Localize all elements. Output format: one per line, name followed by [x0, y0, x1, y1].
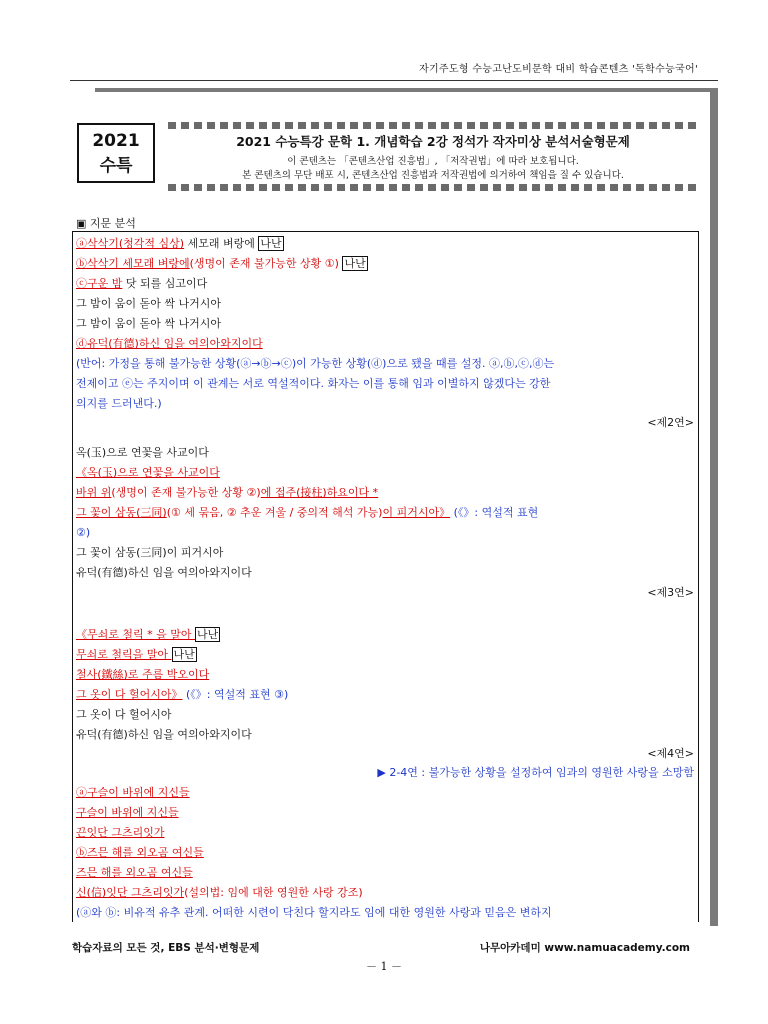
- text-line: 《무쇠로 철릭 * 을 말아 나난: [76, 628, 219, 641]
- nanan-box: 나난: [197, 628, 219, 641]
- nanan-box: 나난: [260, 237, 282, 250]
- copyright-notice-2: 본 콘텐츠의 무단 배포 시, 콘텐츠산업 진흥법과 저작권법에 의거하여 책임을 질 수 있습니다.: [242, 170, 624, 181]
- text-line: 그 옷이 다 헐어시아》 (《》: 역설적 표현 ③): [76, 688, 289, 701]
- text-line: ②): [76, 526, 91, 539]
- stanza-label: <제3연>: [647, 586, 694, 599]
- stanza-summary: ▶ 2-4연 : 불가능한 상황을 설정하여 임과의 영원한 사랑을 소망함: [377, 766, 694, 779]
- frame-right-bar: [710, 88, 718, 926]
- text-line: 끈잇단 그츠리잇가: [76, 826, 165, 839]
- text-line: 의지를 드러낸다.): [76, 397, 162, 410]
- copyright-notice-1: 이 콘텐츠는 「콘텐츠산업 진흥법」, 「저작권법」에 따라 보호됩니다.: [287, 156, 579, 167]
- footer-left: 학습자료의 모든 것, EBS 분석·변형문제: [72, 942, 260, 954]
- text-line: 옥(玉)으로 연꽃을 사교이다: [76, 446, 209, 459]
- nanan-box: 나난: [344, 257, 366, 270]
- title-dashes-top: [168, 122, 698, 129]
- header-rule: [70, 80, 718, 81]
- title-dashes-bottom: [168, 184, 698, 191]
- text-line: ⓒ구운 밤 닷 되를 심고이다: [76, 277, 208, 290]
- year-label: 수특: [99, 156, 133, 176]
- analysis-content: [72, 231, 699, 922]
- text-line: 무쇠로 철릭을 말아 나난: [76, 648, 195, 661]
- document-title: 2021 수능특강 문학 1. 개념학습 2강 정석가 작자미상 분석서술형문제: [236, 134, 630, 149]
- text-line: ⓑ삭삭기 세모래 벼랑에(생명이 존재 불가능한 상황 ①) 나난: [76, 257, 366, 270]
- text-line: 그 밤이 움이 돋아 싹 나거시아: [76, 297, 221, 310]
- text-line: 바위 위(생명이 존재 불가능한 상황 ②)에 접주(接柱)하요이다 *: [76, 486, 379, 499]
- text-line: 철사(鐵絲)로 주름 박오이다: [76, 668, 210, 681]
- text-line: 그 꽃이 삼동(三同)(① 세 묶음, ② 추운 겨울 / 중의적 해석 가능)이 피거시아》 (《》: 역설적 표현: [76, 506, 539, 519]
- text-line: ⓑ즈믄 해를 외오곰 여신들: [76, 846, 204, 859]
- stanza-label: <제4연>: [647, 747, 694, 760]
- footer-right: 나무아카데미 www.namuacademy.com: [479, 942, 690, 954]
- section-title: ▣ 지문 분석: [76, 217, 136, 230]
- text-line: 구슬이 바위에 지신들: [76, 806, 179, 819]
- text-line: 신(信)잇단 그츠리잇가(설의법: 임에 대한 영원한 사랑 강조): [76, 886, 363, 899]
- nanan-box: 나난: [173, 648, 195, 661]
- year-text: 2021: [92, 131, 140, 151]
- text-line: 전제이고 ⓔ는 주지이며 이 관계는 서로 역설적이다. 화자는 이를 통해 임과 이별하지 않겠다는 강한: [76, 377, 551, 390]
- text-line: (반어: 가정을 통해 불가능한 상황(ⓐ→ⓑ→ⓒ)이 가능한 상황(ⓓ)으로 됐을 때를 설정. ⓐ,ⓑ,ⓒ,ⓓ는: [76, 357, 555, 370]
- text-line: 그 밤이 움이 돋아 싹 나거시아: [76, 317, 221, 330]
- text-line: 그 꽃이 삼동(三同)이 피거시아: [76, 546, 224, 559]
- text-line: ⓐ삭삭기(청각적 심상) 세모래 벼랑에 나난: [76, 237, 282, 250]
- text-line: 즈믄 해를 외오곰 여신들: [76, 866, 193, 879]
- text-line: 그 옷이 다 헐어시아: [76, 708, 172, 721]
- frame-top-bar: [95, 88, 718, 92]
- text-line: 유덕(有德)하신 임을 여의아와지이다: [76, 728, 252, 741]
- text-line: 《옥(玉)으로 연꽃을 사교이다: [76, 466, 220, 479]
- text-line: ⓓ유덕(有德)하신 임을 여의아와지이다: [76, 337, 263, 350]
- text-line: 유덕(有德)하신 임을 여의아와지이다: [76, 566, 252, 579]
- text-line: ⓐ구슬이 바위에 지신들: [76, 786, 190, 799]
- text-line: (ⓐ와 ⓑ: 비유적 유추 관계. 어떠한 시련이 닥친다 할지라도 임에 대한 영원한 사랑과 믿음은 변하지: [76, 906, 552, 919]
- header-brand: 자기주도형 수능고난도비문학 대비 학습콘텐츠 '독학수능국어': [419, 64, 698, 75]
- year-badge: [77, 123, 155, 183]
- stanza-label: <제2연>: [647, 416, 694, 429]
- page-number: － 1 －: [366, 960, 402, 973]
